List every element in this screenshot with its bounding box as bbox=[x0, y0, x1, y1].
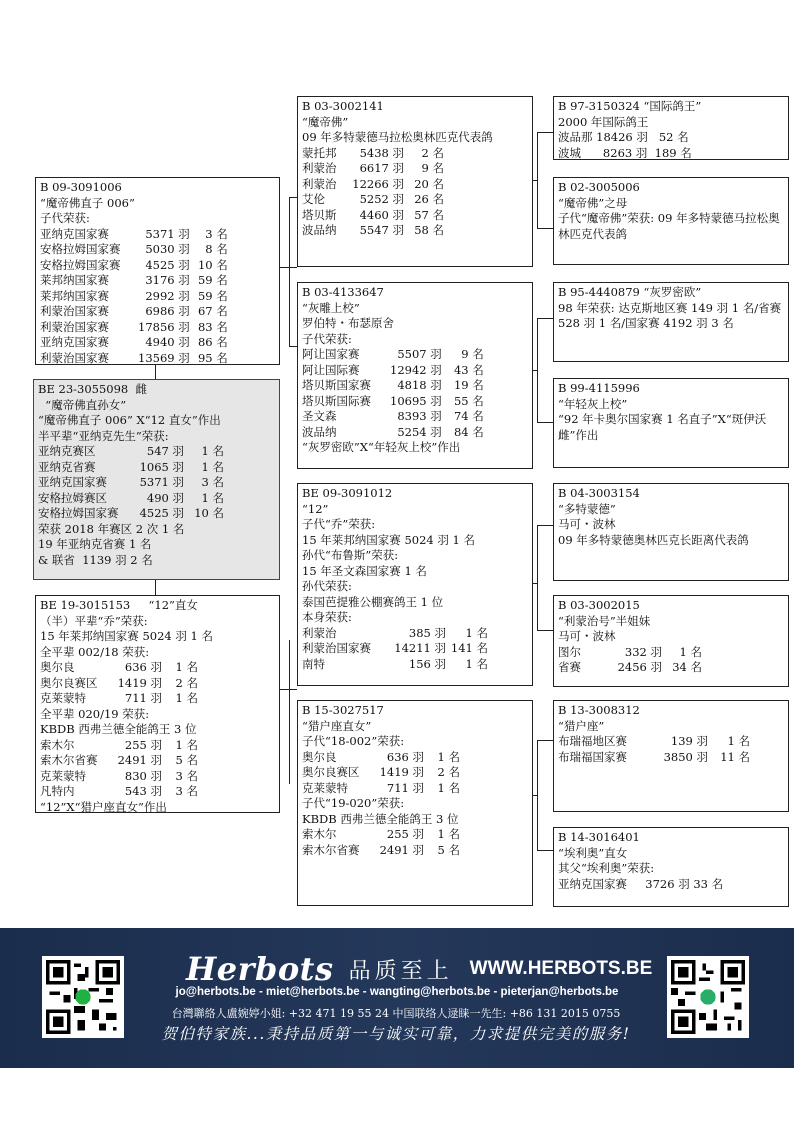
table-row: 波品纳 5547 羽 58 名 bbox=[302, 223, 444, 237]
table-row: 安格拉姆国家赛 4525 羽 10 名 bbox=[40, 257, 228, 272]
table-row: 克莱蒙特 830 羽 3 名 bbox=[40, 768, 198, 783]
table-row: 克莱蒙特 711 羽 1 名 bbox=[302, 780, 460, 795]
dss-note: 09 年多特蒙德奥林匹克长距离代表鸽 bbox=[558, 532, 749, 547]
ds-result-1: 15 年莱邦纳国家赛 5024 羽 1 名 bbox=[302, 532, 475, 547]
table-row: 安格拉姆国家赛 5030 羽 8 名 bbox=[40, 242, 228, 256]
table-row: 亚纳克赛区 547 羽 1 名 bbox=[38, 444, 224, 458]
table-row: 南特 156 羽 1 名 bbox=[302, 656, 488, 671]
connector-sd bbox=[289, 346, 297, 347]
subject-parents: “魔帝佛直子 006” X“12 直女”作出 bbox=[38, 413, 221, 427]
table-row: 安格拉姆赛区 490 羽 1 名 bbox=[38, 490, 224, 505]
table-row: 塔贝斯国际赛 10695 羽 55 名 bbox=[302, 393, 484, 408]
subject-note-1: 荣获 2018 年赛区 2 次 1 名 bbox=[38, 521, 185, 536]
table-row: 阿让国际赛 12942 羽 43 名 bbox=[302, 362, 484, 377]
table-row: 利蒙治国家赛 6986 羽 67 名 bbox=[40, 304, 228, 318]
table-row: 利蒙治国家赛 13569 羽 95 名 bbox=[40, 350, 228, 365]
dsd-name: “利蒙治号”半姐妹 bbox=[558, 613, 651, 628]
ss-name: “魔帝佛” bbox=[302, 114, 349, 129]
dam-result-line: 15 年莱邦纳国家赛 5024 羽 1 名 bbox=[40, 629, 213, 643]
ddd-result: 亚纳克国家赛 3726 羽 33 名 bbox=[558, 876, 724, 891]
dds-box bbox=[553, 700, 789, 812]
sdd-ring: B 99-4115996 bbox=[558, 381, 640, 395]
sdd-box bbox=[553, 378, 789, 468]
table-row: 省赛 2456 羽 34 名 bbox=[558, 660, 702, 674]
sds-note: 98 年荣获: 达克斯地区赛 149 羽 1 名/省赛 528 羽 1 名/国家赛 4192 羽 3 名 bbox=[558, 300, 782, 330]
dsd-breeder: 马可・波林 bbox=[558, 629, 616, 643]
table-row: 亚纳克国家赛 5371 羽 3 名 bbox=[40, 226, 228, 241]
connector-dds bbox=[537, 740, 553, 741]
ds-results bbox=[302, 626, 490, 673]
sss-ring: B 97-3150324 “国际鸽王” bbox=[558, 99, 702, 113]
table-row: 奥尔良赛区 1419 羽 2 名 bbox=[302, 765, 460, 779]
table-row: 奥尔良 636 羽 1 名 bbox=[302, 749, 460, 764]
sss-box bbox=[553, 96, 789, 160]
dam-results-2 bbox=[40, 738, 200, 800]
ssd-note: 子代“魔帝佛”荣获: 09 年多特蒙德马拉松奥林匹克代表鸽 bbox=[558, 211, 780, 241]
ddd-name: “埃利奥”直女 bbox=[558, 845, 628, 860]
table-row: 波品纳 5254 羽 84 名 bbox=[302, 424, 484, 439]
ss-ring: B 03-3002141 bbox=[302, 99, 384, 113]
subject-heading: 半平辈“亚纳克先生”荣获: bbox=[38, 428, 169, 443]
dd-results-1 bbox=[302, 750, 462, 797]
ds-heading-1: 子代“乔”荣获: bbox=[302, 517, 376, 531]
connector-ssd bbox=[537, 228, 553, 229]
dds-results bbox=[558, 734, 752, 765]
connector-subject-dam bbox=[155, 579, 156, 596]
connector-dam bbox=[279, 689, 297, 690]
sire-ring: B 09-3091006 bbox=[40, 180, 122, 194]
dds-ring: B 13-3008312 bbox=[558, 703, 640, 717]
table-row: 克莱蒙特 711 羽 1 名 bbox=[40, 691, 198, 705]
dam-box bbox=[35, 595, 280, 813]
table-row: 亚纳克国家赛 5371 羽 3 名 bbox=[38, 475, 224, 489]
connector-ss-sd-vertical bbox=[289, 197, 290, 346]
connector-ddd bbox=[537, 850, 553, 851]
ds-result-2: 15 年圣文森国家赛 1 名 bbox=[302, 563, 427, 578]
table-row: 布瑞福地区赛 139 羽 1 名 bbox=[558, 734, 750, 748]
table-row: 塔贝斯 4460 羽 57 名 bbox=[302, 207, 444, 222]
ssd-name: “魔帝佛”之母 bbox=[558, 195, 628, 210]
dss-breeder: 马可・波林 bbox=[558, 517, 616, 531]
table-row: 圣文森 8393 羽 74 名 bbox=[302, 409, 484, 423]
connector-dss bbox=[537, 525, 553, 526]
ddd-ring: B 14-3016401 bbox=[558, 830, 640, 844]
dsd-results bbox=[558, 645, 704, 676]
connector-sss bbox=[537, 132, 553, 133]
sss-result-1: 波品那 18426 羽 52 名 bbox=[558, 130, 689, 144]
dam-heading-2: 全平辈 002/18 荣获: bbox=[40, 644, 150, 659]
brand-slogan: 品质至上 bbox=[348, 958, 453, 984]
sds-ring: B 95-4440879 “灰罗密欧” bbox=[558, 285, 702, 299]
sss-result-2: 波城 8263 羽 189 名 bbox=[558, 145, 692, 160]
dds-name: “猎户座” bbox=[558, 718, 605, 733]
footer-tagline: 贺伯特家族...秉持品质第一与诚实可靠，力求提供完美的服务! bbox=[161, 1025, 631, 1043]
table-row: 奥尔良赛区 1419 羽 2 名 bbox=[40, 675, 198, 690]
ssd-ring: B 02-3005006 bbox=[558, 180, 640, 194]
sss-title: 2000 年国际鸽王 bbox=[558, 114, 649, 129]
dss-box bbox=[553, 483, 789, 581]
phone-contacts: 台灣聯絡人盧婉婷小姐: +32 471 19 55 24 中国联络人逯睐一先生: +86 131 2015 0755 bbox=[171, 1007, 621, 1020]
connector-subject-sire bbox=[155, 364, 156, 380]
table-row: 布瑞福国家赛 3850 羽 11 名 bbox=[558, 749, 750, 764]
table-row: 索木尔省赛 2491 羽 5 名 bbox=[40, 753, 198, 767]
connector-ds-dd-vertical bbox=[289, 640, 290, 784]
website-link[interactable]: WWW.HERBOTS.BE bbox=[469, 958, 653, 979]
dd-name: “猎户座直女” bbox=[302, 718, 372, 733]
sire-heading: 子代荣获: bbox=[40, 211, 90, 225]
brand-logo: Herbots bbox=[186, 950, 334, 988]
dd-ring: B 15-3027517 bbox=[302, 703, 384, 717]
table-row: 蒙托邦 5438 羽 2 名 bbox=[302, 145, 444, 160]
subject-title: “魔帝佛直孙女” bbox=[38, 397, 127, 412]
ds-box bbox=[297, 483, 533, 686]
table-row: 索木尔 255 羽 1 名 bbox=[302, 827, 460, 841]
sd-parents: “灰罗密欧”X“年轻灰上校”作出 bbox=[302, 440, 461, 454]
footer-banner bbox=[0, 928, 794, 1068]
sdd-note: “92 年卡奥尔国家赛 1 名直子”X“斑伊沃雌”作出 bbox=[558, 412, 767, 442]
table-row: 奥尔良 636 羽 1 名 bbox=[40, 660, 198, 674]
ddd-box bbox=[553, 827, 789, 907]
dam-results-1 bbox=[40, 660, 200, 707]
connector-ss bbox=[289, 197, 297, 198]
table-row: 利蒙治国家赛 14211 羽 141 名 bbox=[302, 641, 488, 655]
table-row: 图尔 332 羽 1 名 bbox=[558, 644, 702, 659]
dam-parents: “12”X“猎户座直女”作出 bbox=[40, 799, 167, 813]
ds-heading-3: 孙代荣获: bbox=[302, 579, 352, 593]
dd-heading-2: 子代“19-020”荣获: bbox=[302, 796, 405, 810]
dsd-ring: B 03-3002015 bbox=[558, 598, 640, 612]
ss-note: 09 年多特蒙德马拉松奥林匹克代表鸽 bbox=[302, 130, 493, 144]
table-row: 利蒙治国家赛 17856 羽 83 名 bbox=[40, 319, 228, 334]
subject-results bbox=[38, 444, 226, 522]
connector-dss-dsd bbox=[537, 525, 538, 630]
table-row: 利蒙治 12266 羽 20 名 bbox=[302, 176, 444, 191]
dd-results-2 bbox=[302, 827, 462, 858]
email-contacts[interactable]: jo@herbots.be - miet@herbots.be - wangting@herbots.be - pieterjan@herbots.be bbox=[175, 986, 619, 998]
connector-sire-ss bbox=[279, 267, 297, 268]
table-row: 亚纳克省赛 1065 羽 1 名 bbox=[38, 459, 224, 474]
qr-code-wechat-icon[interactable] bbox=[667, 956, 749, 1038]
table-row: 阿让国家赛 5507 羽 9 名 bbox=[302, 347, 484, 361]
table-row: 莱邦纳国家赛 3176 羽 59 名 bbox=[40, 273, 228, 287]
ddd-heading: 其父“埃利奥”荣获: bbox=[558, 861, 655, 875]
sdd-name: “年轻灰上校” bbox=[558, 396, 628, 411]
ds-name: “12” bbox=[302, 501, 329, 516]
table-row: 亚纳克国家赛 4940 羽 86 名 bbox=[40, 335, 228, 349]
connector-dsd bbox=[537, 630, 553, 631]
ds-result-3: 泰国芭提雅公棚赛鸽王 1 位 bbox=[302, 594, 444, 609]
subject-note-3: & 联省 1139 羽 2 名 bbox=[38, 552, 153, 567]
table-row: 莱邦纳国家赛 2992 羽 59 名 bbox=[40, 288, 228, 303]
ss-results bbox=[302, 146, 446, 239]
dss-ring: B 04-3003154 bbox=[558, 486, 640, 500]
table-row: 利蒙治 6617 羽 9 名 bbox=[302, 161, 444, 175]
dam-heading-1: （半）平辈“乔”荣获: bbox=[40, 613, 148, 628]
table-row: 塔贝斯国家赛 4818 羽 19 名 bbox=[302, 378, 484, 392]
dd-heading-1: 子代“18-002”荣获: bbox=[302, 734, 405, 748]
dam-result-line-2: KBDB 西弗兰德全能鸽王 3 位 bbox=[40, 722, 197, 736]
ds-heading-2: 孙代“布鲁斯”荣获: bbox=[302, 548, 399, 562]
dsd-box bbox=[553, 595, 789, 687]
sd-name: “灰雕上校” bbox=[302, 300, 360, 315]
qr-code-line-icon[interactable] bbox=[42, 956, 124, 1038]
dss-name: “多特蒙德” bbox=[558, 501, 616, 516]
ds-heading-4: 本身荣获: bbox=[302, 610, 352, 624]
sd-heading: 子代荣获: bbox=[302, 331, 352, 346]
brand-row bbox=[186, 950, 652, 986]
ds-ring: BE 09-3091012 bbox=[302, 486, 393, 500]
dd-box bbox=[297, 700, 533, 906]
sd-results bbox=[302, 347, 486, 440]
table-row: 索木尔 255 羽 1 名 bbox=[40, 737, 198, 752]
sire-results bbox=[40, 227, 230, 366]
dam-heading-3: 全平辈 020/19 荣获: bbox=[40, 706, 150, 721]
connector-sdd bbox=[537, 422, 553, 423]
connector-sds bbox=[537, 318, 553, 319]
table-row: 安格拉姆国家赛 4525 羽 10 名 bbox=[38, 506, 224, 520]
table-row: 凡特内 543 羽 3 名 bbox=[40, 784, 198, 798]
subject-box bbox=[33, 379, 280, 580]
sire-box bbox=[35, 177, 280, 365]
subject-note-2: 19 年亚纳克省赛 1 名 bbox=[38, 537, 152, 551]
sire-name: “魔帝佛直子 006” bbox=[40, 195, 135, 210]
table-row: 利蒙治 385 羽 1 名 bbox=[302, 625, 488, 640]
sd-ring: B 03-4133647 bbox=[302, 285, 384, 299]
subject-ring: BE 23-3055098 雌 bbox=[38, 382, 148, 396]
table-row: 索木尔省赛 2491 羽 5 名 bbox=[302, 842, 460, 857]
ss-box bbox=[297, 96, 533, 267]
sd-box bbox=[297, 282, 533, 469]
dd-result-line: KBDB 西弗兰德全能鸽王 3 位 bbox=[302, 811, 459, 826]
dam-ring: BE 19-3015153 “12”直女 bbox=[40, 598, 198, 612]
sd-breeder: 罗伯特・布瑟原舍 bbox=[302, 316, 394, 330]
table-row: 艾伦 5252 羽 26 名 bbox=[302, 192, 444, 206]
sds-box bbox=[553, 282, 789, 362]
ssd-box bbox=[553, 177, 789, 265]
